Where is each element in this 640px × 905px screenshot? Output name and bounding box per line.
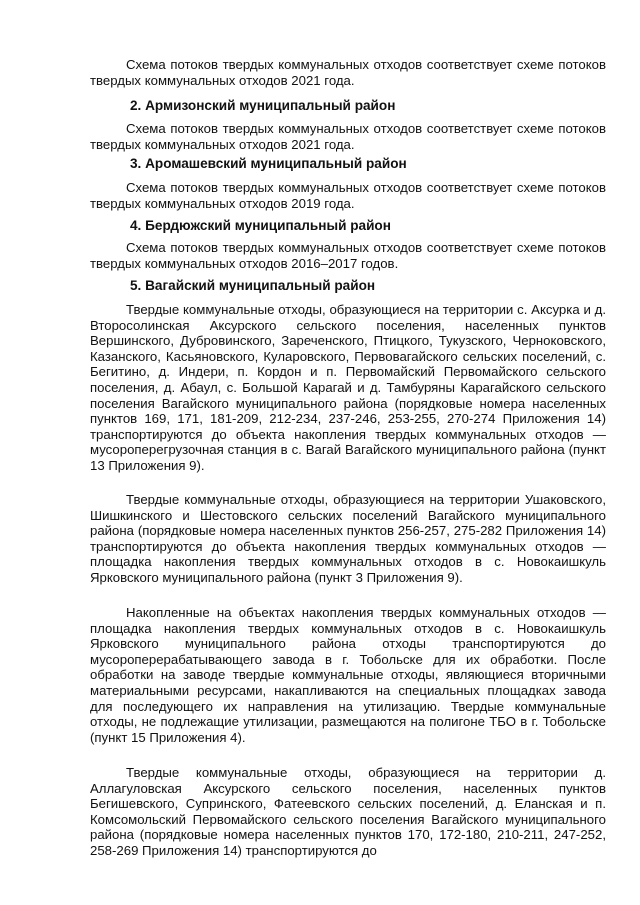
section-paragraph: Твердые коммунальные отходы, образующиеся на территории с. Аксурка и д. Второсолинская Аксурского сельского поселения, населенных пунктов Вершинского, Дубровинского, Зареченского, Птицкого, Тукузского, Черноковского, Казанского, Касьяновского, Куларовского, Первовагайского сельских поселений, с. Бегитино, д. Индери, п. Кордон и п. Первомайский Первомайского сельского поселения, д. Абаул, с. Большой Карагай и д. Тамбуряны Карагайского сельского поселения Вагайского муниципального района (порядковые номера населенных пунктов 169, 171, 181-209, 212-234, 237-246, 253-255, 270-274 Приложения 14) транспортируются до объекта накопления твердых коммунальных отходов — мусороперегрузочная станция в с. Вагай Вагайского муниципального района (пункт 13 Приложения 9). bbox=[90, 302, 606, 473]
section-paragraph: Твердые коммунальные отходы, образующиеся на территории Ушаковского, Шишкинского и Шестовского сельских поселений Вагайского муниципального района (порядковые номера населенных пунктов 256-257, 275-282 Приложения 14) транспортируются до объекта накопления твердых коммунальных отходов — площадка накопления твердых коммунальных отходов в с. Новокаишкуль Ярковского муниципального района (пункт 3 Приложения 9). bbox=[90, 492, 606, 585]
section-paragraph: Твердые коммунальные отходы, образующиеся на территории д. Аллагуловская Аксурского сельского поселения, населенных пунктов Бегишевского, Супринского, Фатеевского сельских поселений, д. Еланская и п. Комсомольский Первомайского сельского поселения Вагайского муниципального района (порядковые номера населенных пунктов 170, 172-180, 210-211, 247-252, 258-269 Приложения 14) транспортируются до bbox=[90, 765, 606, 858]
section-aromashevo bbox=[90, 156, 606, 172]
section-berdyuzhye-body bbox=[90, 240, 606, 271]
section-vagai-body-1 bbox=[90, 302, 606, 474]
section-vagai-body-3 bbox=[90, 605, 606, 745]
intro-paragraph: Схема потоков твердых коммунальных отходов соответствует схеме потоков твердых коммунальных отходов 2021 года. bbox=[90, 57, 606, 88]
section-berdyuzhye bbox=[90, 218, 606, 234]
section-vagai-body-4 bbox=[90, 765, 606, 859]
section-paragraph: Схема потоков твердых коммунальных отходов соответствует схеме потоков твердых коммунальных отходов 2019 года. bbox=[90, 180, 606, 211]
section-heading: 3. Аромашевский муниципальный район bbox=[130, 156, 407, 171]
section-armizon bbox=[90, 98, 606, 114]
section-vagai-body-2 bbox=[90, 492, 606, 586]
section-paragraph: Накопленные на объектах накопления твердых коммунальных отходов — площадка накопления твердых коммунальных отходов в с. Новокаишкуль Ярковского муниципального района отходы транспортируются до мусороперерабатывающего завода в г. Тобольске для их обработки. После обработки на заводе твердые коммунальные отходы, являющиеся вторичными материальными ресурсами, накапливаются на специальных площадках завода для последующего их направления на утилизацию. Твердые коммунальные отходы, не подлежащие утилизации, размещаются на полигоне ТБО в г. Тобольске (пункт 15 Приложения 4). bbox=[90, 605, 606, 745]
section-heading: 2. Армизонский муниципальный район bbox=[130, 98, 396, 113]
intro-paragraph-block bbox=[90, 57, 606, 88]
section-paragraph: Схема потоков твердых коммунальных отходов соответствует схеме потоков твердых коммунальных отходов 2016–2017 годов. bbox=[90, 240, 606, 271]
section-heading: 5. Вагайский муниципальный район bbox=[130, 278, 376, 293]
section-armizon-body bbox=[90, 121, 606, 152]
section-paragraph: Схема потоков твердых коммунальных отходов соответствует схеме потоков твердых коммунальных отходов 2021 года. bbox=[90, 121, 606, 152]
section-heading: 4. Бердюжский муниципальный район bbox=[130, 218, 391, 233]
section-vagai bbox=[90, 278, 606, 294]
section-aromashevo-body bbox=[90, 180, 606, 211]
